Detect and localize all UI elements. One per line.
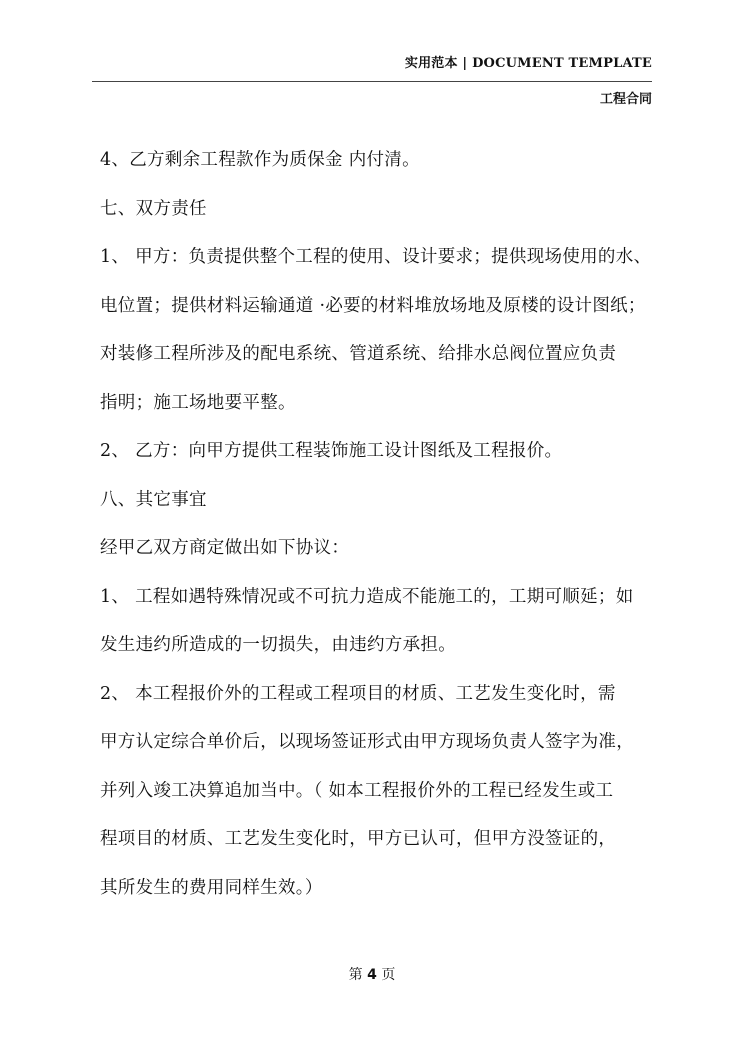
page-footer <box>0 964 744 984</box>
page-label-prefix: 第 <box>348 967 363 983</box>
body-line: 指明；施工场地要平整。 <box>100 392 296 413</box>
section-heading: 八、其它事宜 <box>100 489 207 510</box>
body-line: 对装修工程所涉及的配电系统、管道系统、给排水总阀位置应负责 <box>100 344 617 364</box>
section-heading: 七、双方责任 <box>100 198 207 219</box>
body-line: 电位置；提供材料运输通道 ·必要的材料堆放场地及原楼的设计图纸； <box>100 295 646 316</box>
body-line: 经甲乙双方商定做出如下协议： <box>100 538 350 558</box>
page-number: 4 <box>367 967 377 983</box>
header-subtitle: 工程合同 <box>599 92 652 107</box>
body-line: 1、 工程如遇特殊情况或不可抗力造成不能施工的，工期可顺延；如 <box>100 586 634 607</box>
body-line: 甲方认定综合单价后，以现场签证形式由甲方现场负责人签字为准， <box>100 732 634 752</box>
body-line: 1、 甲方：负责提供整个工程的使用、设计要求；提供现场使用的水、 <box>100 247 652 267</box>
document-body <box>100 136 656 912</box>
body-line: 其所发生的费用同样生效。） <box>100 877 323 898</box>
body-line: 程项目的材质、工艺发生变化时，甲方已认可，但甲方没签证的， <box>100 829 617 849</box>
body-line: 2、 本工程报价外的工程或工程项目的材质、工艺发生变化时，需 <box>100 683 616 704</box>
page-label-suffix: 页 <box>381 967 396 983</box>
header-title: 实用范本 | DOCUMENT TEMPLATE <box>404 56 652 71</box>
body-line: 发生违约所造成的一切损失，由违约方承担。 <box>100 635 456 655</box>
header-divider <box>92 81 652 82</box>
body-line: 2、 乙方：向甲方提供工程装饰施工设计图纸及工程报价。 <box>100 441 563 461</box>
body-line: 并列入竣工决算追加当中。（ 如本工程报价外的工程已经发生或工 <box>100 780 614 801</box>
body-line: 4、乙方剩余工程款作为质保金 内付清。 <box>100 150 420 170</box>
